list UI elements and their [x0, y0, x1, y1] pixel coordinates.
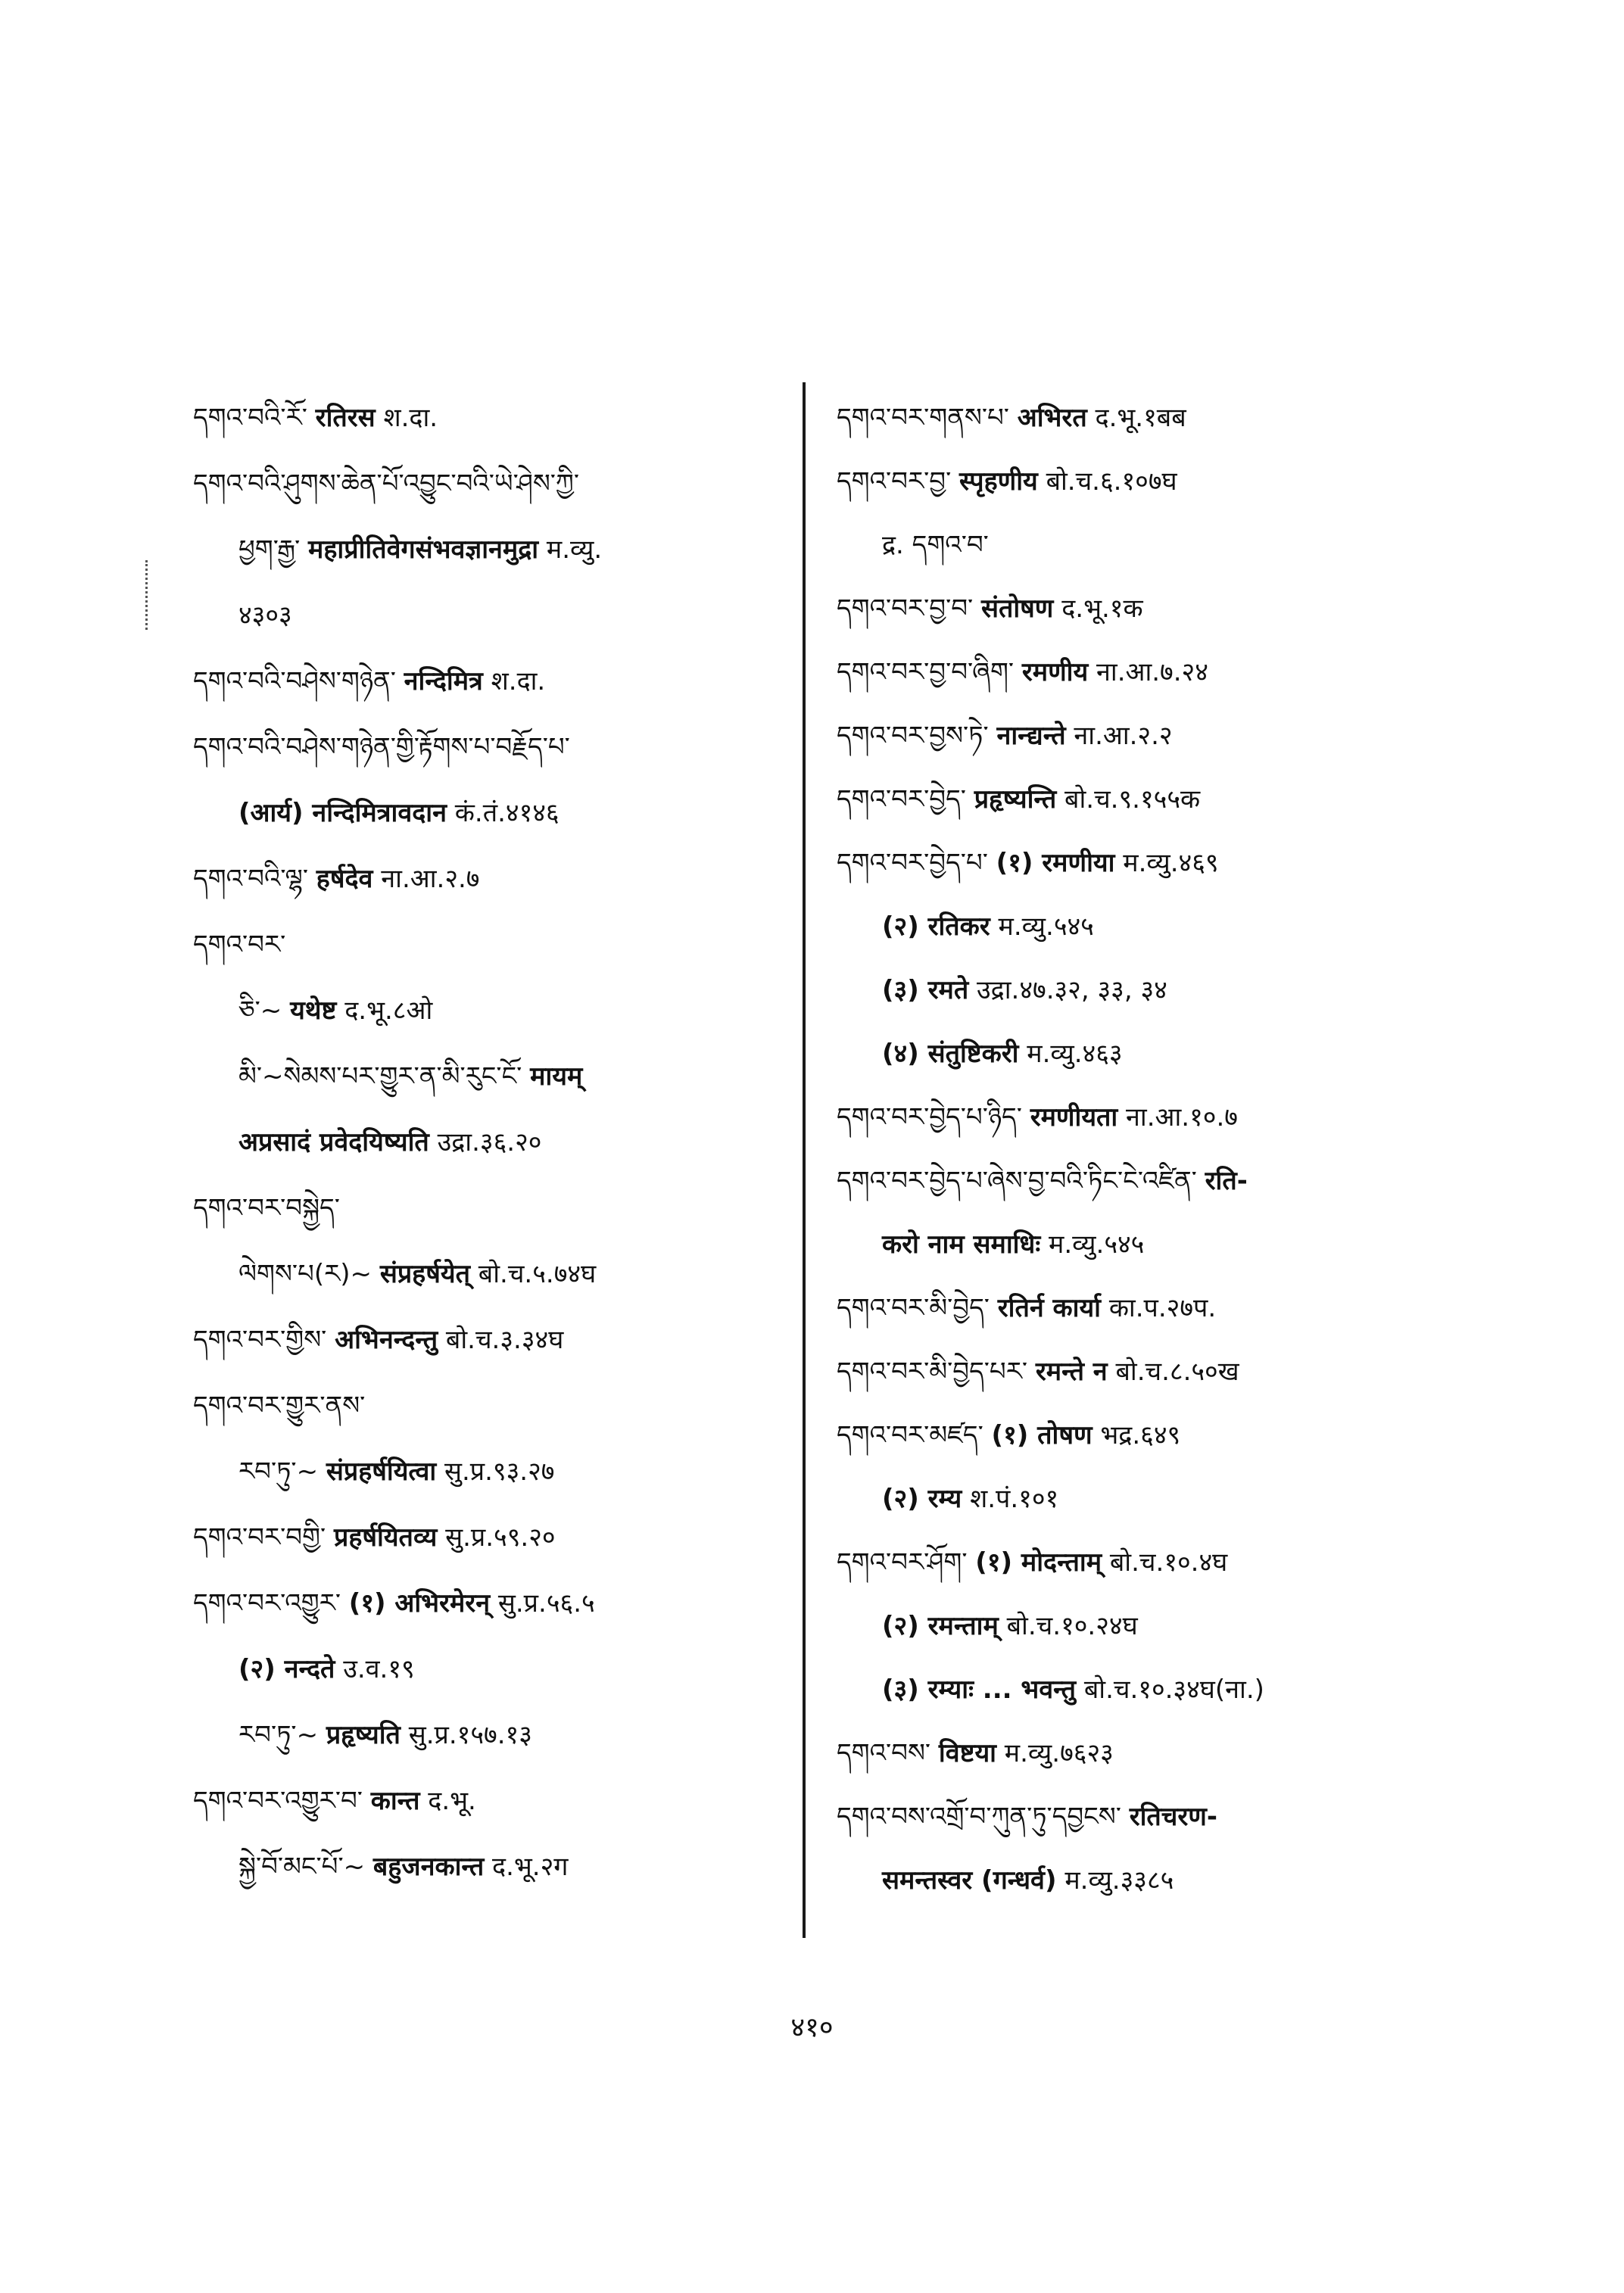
sanskrit-equivalent: (२) रमन्ताम्: [882, 1611, 999, 1641]
tibetan-headword: དགའ་བར་: [193, 930, 286, 960]
tibetan-headword: དགའ་བའི་ལྷ་: [193, 864, 308, 894]
source-reference: म.व्यु.७६२३: [1004, 1738, 1114, 1768]
sanskrit-equivalent: कान्त: [370, 1786, 420, 1816]
dictionary-entry: [837, 1800, 1217, 1833]
source-reference: द.भू.१बब: [1095, 403, 1186, 433]
source-reference: श.पं.१०१: [970, 1484, 1059, 1514]
sanskrit-equivalent: (१) तोषण: [991, 1420, 1093, 1450]
sanskrit-equivalent: विष्टया: [938, 1738, 996, 1768]
dictionary-entry: [193, 1389, 365, 1422]
entry-continuation: [238, 599, 292, 632]
source-reference: बो.च.३.३४घ: [445, 1325, 564, 1355]
tibetan-headword: དགའ་བའི་ཤུགས་ཆེན་པོ་འབྱུང་བའི་ཡེ་ཤེས་ཀྱི་: [193, 469, 579, 499]
sanskrit-equivalent: (४) संतुष्टिकरी: [882, 1039, 1019, 1069]
dictionary-entry: [193, 401, 438, 435]
tibetan-headword: དགའ་བར་བྱ་བ་: [837, 594, 974, 624]
dictionary-entry: [193, 665, 545, 698]
tibetan-headword: དགའ་བར་གནས་པ་: [837, 403, 1009, 433]
tibetan-headword: དགའ་བར་གྱུར་ནས་: [193, 1391, 366, 1421]
tibetan-headword: དགའ་བར་མཛད་: [837, 1420, 983, 1450]
dictionary-entry: [193, 731, 570, 764]
sanskrit-equivalent: रमणीय: [1021, 657, 1089, 687]
sanskrit-equivalent: (३) रम्याः ... भवन्तु: [882, 1675, 1077, 1705]
entry-continuation: [882, 1482, 1058, 1516]
sanskrit-equivalent: प्रहृष्यति: [326, 1720, 401, 1750]
dictionary-entry: [837, 1291, 1216, 1325]
entry-continuation: [238, 533, 602, 566]
sanskrit-equivalent: रति-: [1205, 1166, 1248, 1196]
entry-continuation: [882, 1228, 1144, 1261]
dictionary-entry: [837, 592, 1143, 625]
sanskrit-equivalent: (३) रमते: [882, 975, 969, 1005]
tibetan-headword: རབ་ཏུ་~: [238, 1456, 319, 1487]
source-reference: द.भू.: [428, 1786, 476, 1816]
dictionary-entry: [837, 783, 1200, 816]
entry-continuation: [238, 1126, 541, 1159]
tibetan-headword: དགའ་བར་བྱེད་པ་ཞེས་བྱ་བའི་ཏིང་ངེ་འཛིན་: [837, 1166, 1197, 1196]
dictionary-entry: [837, 1355, 1239, 1388]
tibetan-headword: དགའ་བའི་བཤེས་གཉེན་: [193, 666, 396, 696]
entry-continuation: [882, 974, 1167, 1007]
sanskrit-equivalent: करो नाम समाधिः: [882, 1229, 1041, 1260]
entry-continuation: [238, 1850, 568, 1883]
sanskrit-equivalent: बहुजनकान्त: [372, 1852, 485, 1882]
source-reference: बो.च.८.५०ख: [1115, 1357, 1239, 1387]
tibetan-headword: དགའ་བར་བསྐྱེད་: [193, 1193, 340, 1223]
dictionary-entry: [837, 465, 1177, 498]
tibetan-headword: དགའ་བར་བྱེད་པ་ཉིད་: [837, 1102, 1022, 1132]
sanskrit-equivalent: रमणीयता: [1030, 1102, 1118, 1132]
source-reference: बो.च.१०.३४घ(ना.): [1083, 1675, 1264, 1705]
source-reference: सु.प्र.९३.२७: [444, 1456, 555, 1487]
source-reference: बो.च.६.१०७घ: [1046, 466, 1177, 497]
dictionary-entry: [193, 862, 480, 896]
dictionary-entry: [837, 401, 1186, 435]
source-reference: म.व्यु.५४५: [998, 911, 1094, 942]
tibetan-headword: རབ་ཏུ་~: [238, 1720, 319, 1750]
entry-continuation: [238, 1653, 415, 1686]
sanskrit-equivalent: प्रहृष्यन्ति: [974, 784, 1057, 815]
entry-continuation: [238, 1455, 554, 1488]
dictionary-entry: [193, 1784, 476, 1818]
sanskrit-equivalent: अभिरत: [1017, 403, 1087, 433]
page-number: ४१०: [790, 2012, 834, 2043]
tibetan-headword: ལེགས་པ(ར)~: [238, 1259, 372, 1289]
tibetan-headword: དགའ་བར་བགྱི་: [193, 1522, 326, 1553]
margin-mark: [145, 560, 150, 630]
sanskrit-equivalent: रतिरस: [315, 403, 376, 433]
source-reference: सु.प्र.१५७.१३: [408, 1720, 532, 1750]
sanskrit-equivalent: (२) रतिकर: [882, 911, 990, 942]
sanskrit-equivalent: (२) रम्य: [882, 1484, 962, 1514]
source-reference: ना.आ.२.७: [381, 864, 480, 894]
source-reference: द.भू.२ग: [492, 1852, 569, 1882]
sanskrit-equivalent: (१) रमणीया: [996, 848, 1115, 878]
source-reference: उ.व.१९: [343, 1654, 415, 1684]
dictionary-entry: [837, 656, 1208, 689]
sanskrit-equivalent: (१) मोदन्ताम्: [975, 1547, 1102, 1578]
dictionary-entry: [837, 1419, 1180, 1452]
dictionary-entry: [837, 1737, 1114, 1770]
sanskrit-equivalent: (आर्य) नन्दिमित्रावदान: [238, 798, 447, 828]
tibetan-headword: སྐྱེ་བོ་མང་པོ་~: [238, 1852, 366, 1882]
tibetan-headword: དགའ་བར་བྱ་: [837, 466, 952, 497]
sanskrit-equivalent: संप्रहर्षयेत्: [379, 1259, 470, 1289]
tibetan-headword: ཅི་~: [238, 995, 282, 1026]
dictionary-entry: [837, 1101, 1238, 1134]
tibetan-headword: དགའ་བའི་བཤེས་གཉེན་གྱི་རྟོགས་པ་བརྗོད་པ་: [193, 732, 570, 762]
sanskrit-equivalent: (२) नन्दते: [238, 1654, 335, 1684]
source-reference: ना.आ.२.२: [1074, 721, 1173, 751]
tibetan-headword: དགའ་བར་འགྱུར་བ་: [193, 1786, 363, 1816]
source-reference: म.व्यु.५४५: [1049, 1229, 1145, 1260]
sanskrit-equivalent: स्पृहणीय: [959, 466, 1038, 497]
sanskrit-equivalent: संप्रहर्षयित्वा: [326, 1456, 437, 1487]
dictionary-entry: [837, 1164, 1248, 1198]
dictionary-entry: [193, 467, 579, 500]
tibetan-headword: མི་~སེམས་པར་གྱུར་ན་མི་རུང་ངོ་: [238, 1061, 522, 1092]
entry-continuation: [882, 1673, 1264, 1706]
sanskrit-equivalent: मायम्: [530, 1061, 583, 1092]
dictionary-entry: [193, 1587, 595, 1620]
tibetan-headword: དགའ་བའི་རོ་: [193, 403, 307, 433]
source-reference: द्र. དགའ་བ་: [882, 530, 989, 560]
dictionary-entry: [837, 846, 1219, 880]
source-reference: श.दा.: [383, 403, 438, 433]
sanskrit-equivalent: रतिचरण-: [1129, 1802, 1217, 1832]
sanskrit-equivalent: अप्रसादं प्रवेदयिष्यति: [238, 1127, 429, 1157]
source-reference: बो.च.१०.४घ: [1109, 1547, 1228, 1578]
source-reference: भद्र.६४९: [1100, 1420, 1181, 1450]
source-reference: सु.प्र.५६.५: [497, 1588, 595, 1618]
sanskrit-equivalent: नन्दिमित्र: [404, 666, 483, 696]
source-reference: कं.तं.४१४६: [454, 798, 560, 828]
tibetan-headword: དགའ་བར་གྱིས་: [193, 1325, 327, 1355]
source-reference: म.व्यु.४६९: [1123, 848, 1219, 878]
tibetan-headword: ཕྱག་རྒྱ་: [238, 534, 301, 565]
column-divider: [803, 382, 806, 1938]
source-reference: म.व्यु.: [546, 534, 603, 565]
source-reference: उद्रा.४७.३२, ३३, ३४: [977, 975, 1167, 1005]
sanskrit-equivalent: (१) अभिरमेरन्: [348, 1588, 491, 1618]
entry-continuation: [882, 528, 989, 562]
dictionary-entry: [837, 719, 1173, 752]
sanskrit-equivalent: रतिर्न कार्या: [997, 1293, 1101, 1323]
dictionary-entry: [193, 1323, 563, 1357]
sanskrit-equivalent: नान्द्यन्ते: [996, 721, 1066, 751]
source-reference: बो.च.५.७४घ: [478, 1259, 597, 1289]
sanskrit-equivalent: हर्षदेव: [316, 864, 373, 894]
source-reference: बो.च.१०.२४घ: [1006, 1611, 1138, 1641]
dictionary-entry: [193, 1192, 340, 1225]
source-reference: द.भू.८ओ: [344, 995, 433, 1026]
tibetan-headword: དགའ་བར་མི་བྱེད་: [837, 1293, 990, 1323]
sanskrit-equivalent: अभिनन्दन्तु: [335, 1325, 438, 1355]
tibetan-headword: དགའ་བར་བྱེད་པ་: [837, 848, 988, 878]
source-reference: का.प.२७प.: [1108, 1293, 1217, 1323]
source-reference: म.व्यु.३३८५: [1064, 1865, 1174, 1896]
source-reference: उद्रा.३६.२०: [437, 1127, 542, 1157]
sanskrit-equivalent: संतोषण: [980, 594, 1054, 624]
sanskrit-equivalent: रमन्ते न: [1035, 1357, 1108, 1387]
entry-continuation: [882, 1864, 1174, 1897]
source-reference: ना.आ.७.२४: [1096, 657, 1208, 687]
tibetan-headword: དགའ་བར་བྱེད་: [837, 784, 966, 815]
source-reference: ना.आ.१०.७: [1126, 1102, 1238, 1132]
source-reference: द.भू.१क: [1061, 594, 1143, 624]
sanskrit-equivalent: समन्तस्वर (गन्धर्व): [882, 1865, 1057, 1896]
dictionary-entry: [193, 928, 285, 961]
tibetan-headword: དགའ་བར་བྱས་ཏེ་: [837, 721, 989, 751]
tibetan-headword: དགའ་བར་འགྱུར་: [193, 1588, 341, 1618]
entry-continuation: [882, 910, 1094, 943]
tibetan-headword: དགའ་བས་འགྲོ་བ་ཀུན་ཏུ་དབྱངས་: [837, 1802, 1121, 1832]
entry-continuation: [238, 994, 432, 1027]
entry-continuation: [238, 1718, 532, 1752]
source-reference: ४३०३: [238, 600, 292, 631]
source-reference: श.दा.: [491, 666, 546, 696]
entry-continuation: [238, 796, 560, 830]
entry-continuation: [882, 1037, 1123, 1070]
entry-continuation: [238, 1257, 596, 1291]
tibetan-headword: དགའ་བར་མི་བྱེད་པར་: [837, 1357, 1028, 1387]
source-reference: म.व्यु.४६३: [1027, 1039, 1123, 1069]
sanskrit-equivalent: महाप्रीतिवेगसंभवज्ञानमुद्रा: [308, 534, 539, 565]
tibetan-headword: དགའ་བར་ཤོག་: [837, 1547, 968, 1578]
sanskrit-equivalent: यथेष्ट: [290, 995, 337, 1026]
source-reference: सु.प्र.५९.२०: [445, 1522, 556, 1553]
entry-continuation: [238, 1060, 582, 1093]
sanskrit-equivalent: प्रहर्षयितव्य: [333, 1522, 438, 1553]
dictionary-entry: [193, 1521, 556, 1554]
dictionary-entry: [837, 1546, 1227, 1579]
tibetan-headword: དགའ་བས་: [837, 1738, 931, 1768]
source-reference: बो.च.९.१५५क: [1064, 784, 1201, 815]
tibetan-headword: དགའ་བར་བྱ་བ་ཞིག་: [837, 657, 1015, 687]
entry-continuation: [882, 1609, 1138, 1643]
